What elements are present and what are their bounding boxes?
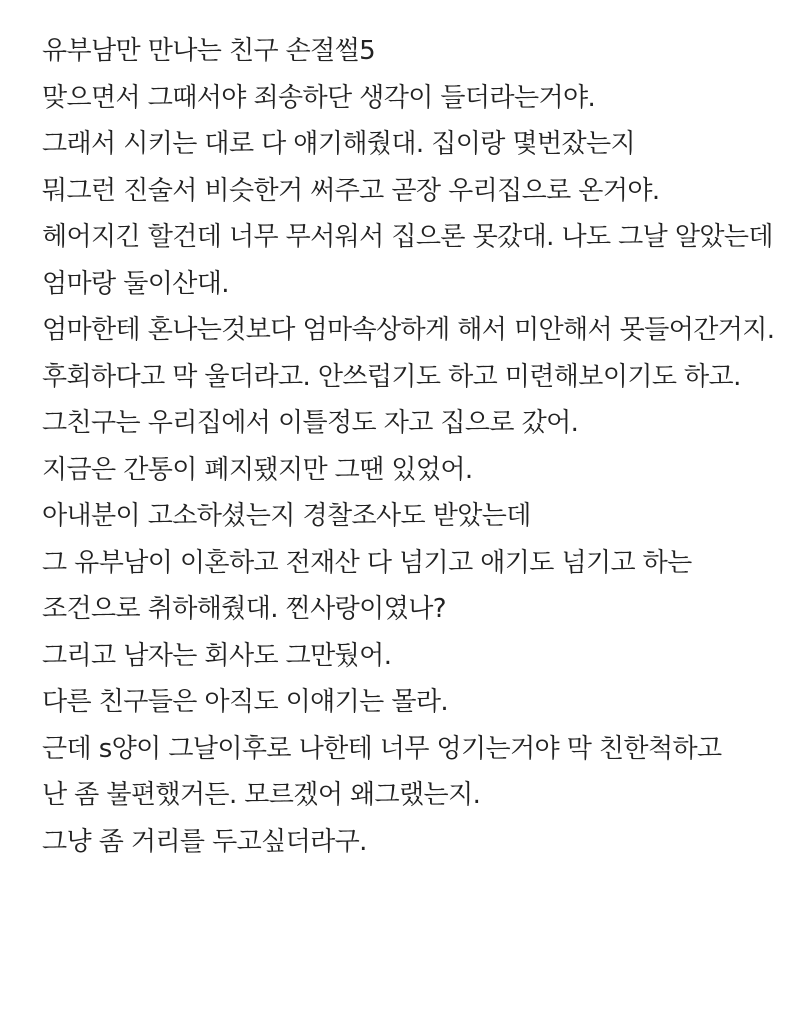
text-line: 난 좀 불편했거든. 모르겠어 왜그랬는지.: [42, 780, 481, 810]
text-line: 뭐그런 진술서 비슷한거 써주고 곧장 우리집으로 온거야.: [42, 175, 660, 206]
document-title: 유부남만 만나는 친구 손절썰5: [42, 36, 376, 66]
text-line: 그 유부남이 이혼하고 전재산 다 넘기고 애기도 넘기고 하는: [42, 547, 692, 578]
text-line: 맞으면서 그때서야 죄송하단 생각이 들더라는거야.: [42, 82, 596, 113]
story-text: [42, 32, 790, 869]
text-line: 엄마랑 둘이산대.: [42, 268, 229, 299]
text-line: 조건으로 취하해줬대. 찐사랑이였나?: [42, 594, 446, 624]
text-line: 지금은 간통이 폐지됐지만 그땐 있었어.: [42, 454, 473, 485]
text-line: 그래서 시키는 대로 다 얘기해줬대. 집이랑 몇번잤는지: [42, 129, 636, 159]
text-line: 근데 s양이 그날이후로 나한테 너무 엉기는거야 막 친한척하고: [42, 733, 722, 764]
text-line: 그냥 좀 거리를 두고싶더라구.: [42, 826, 367, 857]
text-line: 아내분이 고소하셨는지 경찰조사도 받았는데: [42, 501, 531, 531]
text-line: 엄마한테 혼나는것보다 엄마속상하게 해서 미안해서 못들어간거지.: [42, 315, 775, 345]
text-line: 그친구는 우리집에서 이틀정도 자고 집으로 갔어.: [42, 408, 579, 438]
text-line: 헤어지긴 할건데 너무 무서워서 집으론 못갔대. 나도 그날 알았는데: [42, 222, 773, 252]
text-line: 그리고 남자는 회사도 그만뒀어.: [42, 640, 392, 671]
text-line: 후회하다고 막 울더라고. 안쓰럽기도 하고 미련해보이기도 하고.: [42, 361, 741, 392]
text-line: 다른 친구들은 아직도 이얘기는 몰라.: [42, 687, 449, 717]
